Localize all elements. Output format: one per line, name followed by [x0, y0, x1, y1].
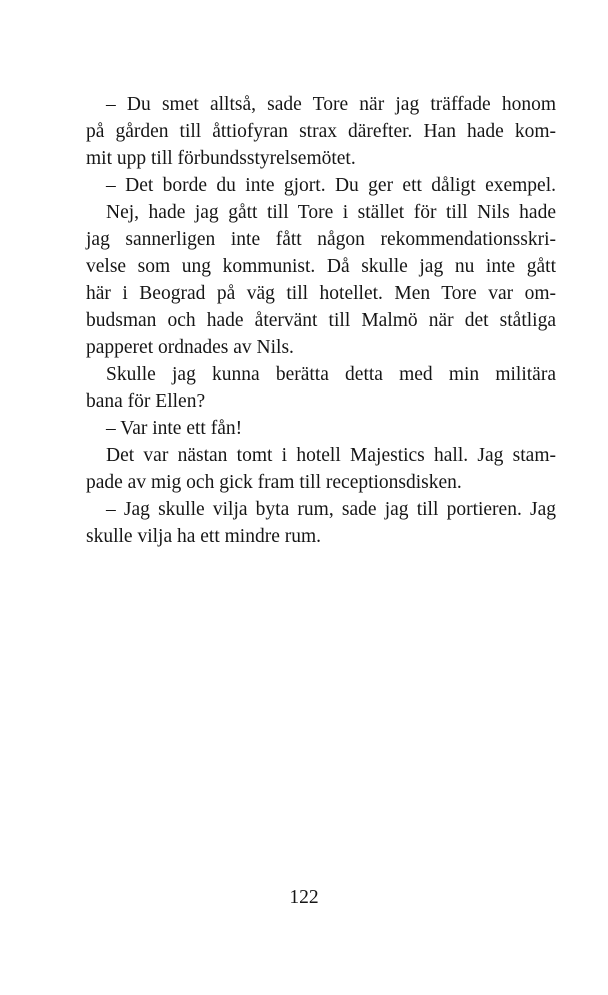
- text-line-12: bana för Ellen?: [86, 391, 206, 412]
- text-line-10: papperet ordnades av Nils.: [86, 337, 294, 358]
- text-line-2: på gården till åttiofyran strax därefter. Han hade kom-: [86, 121, 556, 142]
- text-line-9: budsman och hade återvänt till Malmö när det ståtliga: [86, 310, 556, 331]
- text-line-6: jag sannerligen inte fått någon rekommendationsskri-: [86, 229, 556, 250]
- text-line-15: pade av mig och gick fram till receptionsdisken.: [86, 472, 462, 493]
- text-line-11: Skulle jag kunna berätta detta med min militära: [106, 364, 556, 385]
- text-line-7: velse som ung kommunist. Då skulle jag nu inte gått: [86, 256, 556, 277]
- text-line-3: mit upp till förbundsstyrelsemötet.: [86, 148, 356, 169]
- text-line-5: Nej, hade jag gått till Tore i stället för till Nils hade: [106, 202, 556, 223]
- text-line-4: – Det borde du inte gjort. Du ger ett dåligt exempel.: [106, 175, 556, 196]
- text-line-16: – Jag skulle vilja byta rum, sade jag till portieren. Jag: [106, 499, 556, 520]
- text-line-17: skulle vilja ha ett mindre rum.: [86, 526, 322, 547]
- text-line-14: Det var nästan tomt i hotell Majestics hall. Jag stam-: [106, 445, 556, 466]
- text-line-13: – Var inte ett fån!: [106, 418, 243, 439]
- text-line-8: här i Beograd på väg till hotellet. Men Tore var om-: [86, 283, 556, 304]
- text-line-1: – Du smet alltså, sade Tore när jag träffade honom: [106, 94, 556, 115]
- page-number: 122: [289, 887, 319, 908]
